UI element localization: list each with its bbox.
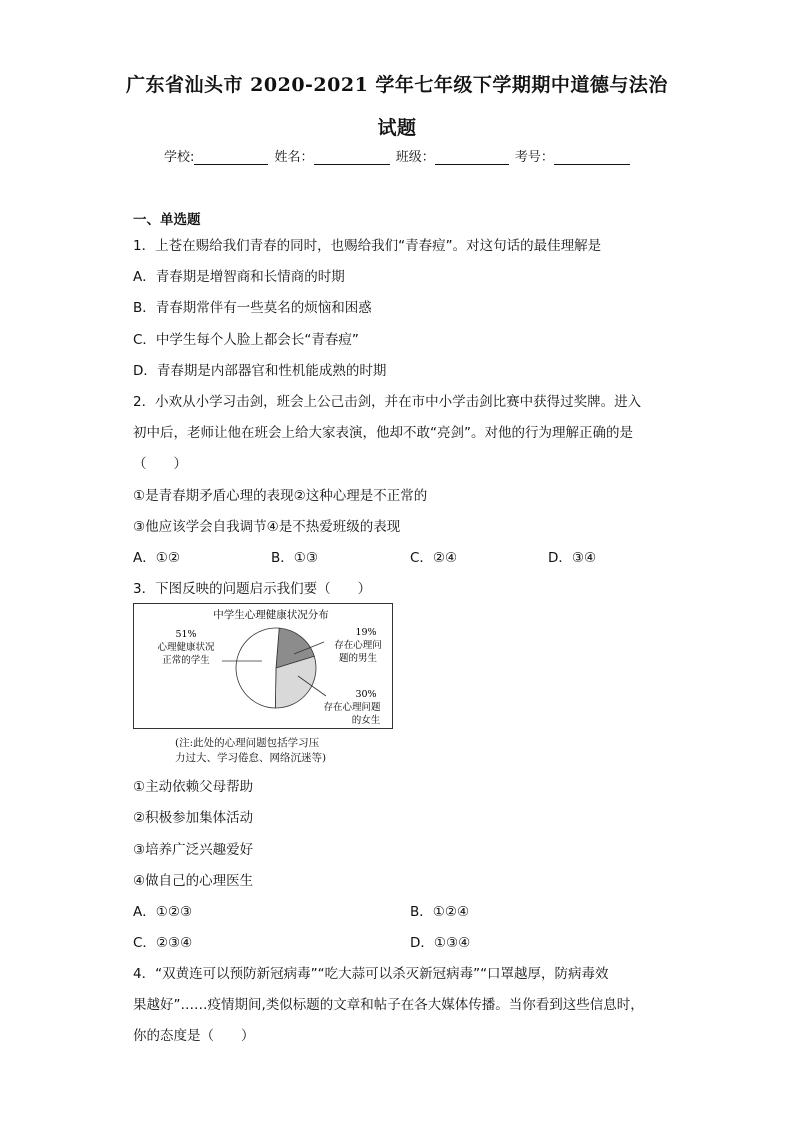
- question-2-stem-line2: 初中后，老师让他在班会上给大家表演，他却不敢“亮剑”。对他的行为理解正确的是: [133, 425, 633, 441]
- class-field[interactable]: [435, 150, 509, 165]
- question-3-option-a[interactable]: A．①②③: [133, 904, 193, 920]
- slice-label-percent-1: 51%: [175, 629, 197, 640]
- question-3-statement-1: ①主动依赖父母帮助: [133, 779, 254, 795]
- question-1-option-a[interactable]: A．青春期是增智商和长情商的时期: [133, 269, 345, 285]
- slice-label-name-2b: 题的男生: [338, 653, 378, 664]
- page-title: 广东省汕头市 2020-2021 学年七年级下学期期中道德与法治: [126, 74, 668, 96]
- chart-note: [175, 736, 326, 766]
- slice-label-name-3b: 的女生: [351, 715, 381, 726]
- slice-label-name-3a: 存在心理问题: [323, 702, 381, 713]
- exam-no-field[interactable]: [554, 150, 630, 165]
- slice-label-name-1a: 心理健康状况: [157, 642, 215, 653]
- question-2-option-d[interactable]: D．③④: [548, 550, 597, 566]
- question-1-option-b[interactable]: B．青春期常伴有一些莫名的烦恼和困惑: [133, 300, 372, 316]
- pie-chart: [134, 604, 392, 728]
- question-3-option-d[interactable]: D．①③④: [410, 935, 471, 951]
- slice-label-name-1b: 正常的学生: [162, 655, 210, 666]
- pie-chart-figure: [133, 603, 393, 729]
- slice-label-name-2a: 存在心理问: [334, 640, 382, 651]
- question-1-option-c[interactable]: C．中学生每个人脸上都会长“青春痘”: [133, 332, 359, 348]
- name-label: 姓名：: [274, 150, 314, 165]
- class-label: 班级：: [395, 150, 435, 165]
- pie-slices: [236, 628, 316, 708]
- question-1-stem: 1．上苍在赐给我们青春的同时，也赐给我们“青春痘”。对这句话的最佳理解是: [133, 238, 602, 254]
- pie-slice-1: [236, 628, 279, 708]
- question-3-option-c[interactable]: C．②③④: [133, 935, 193, 951]
- name-field[interactable]: [314, 150, 390, 165]
- question-4-stem-line2: 果越好”……疫情期间,类似标题的文章和帖子在各大媒体传播。当你看到这些信息时，: [133, 997, 644, 1013]
- question-3-option-b[interactable]: B．①②④: [410, 904, 470, 920]
- page-title-line2: 试题: [377, 117, 417, 139]
- question-2-stem-line1: 2．小欢从小学习击剑，班会上公己击剑，并在市中小学击剑比赛中获得过奖牌。进入: [133, 394, 642, 410]
- question-2-option-a[interactable]: A．①②: [133, 550, 180, 566]
- section-title: 一、单选题: [133, 212, 201, 228]
- question-4-stem-line1: 4．“双黄连可以预防新冠病毒”“吃大蒜可以杀灭新冠病毒”“口罩越厚，防病毒效: [133, 966, 609, 982]
- question-3-statement-2: ②积极参加集体活动: [133, 810, 254, 826]
- question-2-statements-1: ①是青春期矛盾心理的表现②这种心理是不正常的: [133, 488, 428, 504]
- chart-note-line2: 力过大、学习倦怠、网络沉迷等): [175, 752, 327, 764]
- student-info-line: [164, 146, 632, 165]
- question-3-statement-3: ③培养广泛兴趣爱好: [133, 842, 254, 858]
- exam-no-label: 考号：: [514, 150, 554, 165]
- question-2-option-c[interactable]: C．②④: [410, 550, 458, 566]
- chart-note-line1: (注:此处的心理问题包括学习压: [175, 737, 320, 749]
- question-1-option-d[interactable]: D．青春期是内部器官和性机能成熟的时期: [133, 363, 387, 379]
- chart-title: 中学生心理健康状况分布: [213, 609, 329, 621]
- question-3-stem: 3．下图反映的问题启示我们要（ ）: [133, 581, 372, 597]
- question-4-stem-line3: 你的态度是（ ）: [133, 1028, 255, 1044]
- question-3-statement-4: ④做自己的心理医生: [133, 873, 254, 889]
- question-2-stem-line3: （ ）: [133, 456, 187, 472]
- question-2-statements-2: ③他应该学会自我调节④是不热爱班级的表现: [133, 519, 401, 535]
- question-2-option-b[interactable]: B．①③: [271, 550, 318, 566]
- slice-label-percent-2: 19%: [355, 627, 377, 638]
- school-field[interactable]: [194, 150, 268, 165]
- school-label: 学校:: [164, 150, 195, 165]
- slice-label-percent-3: 30%: [355, 689, 377, 700]
